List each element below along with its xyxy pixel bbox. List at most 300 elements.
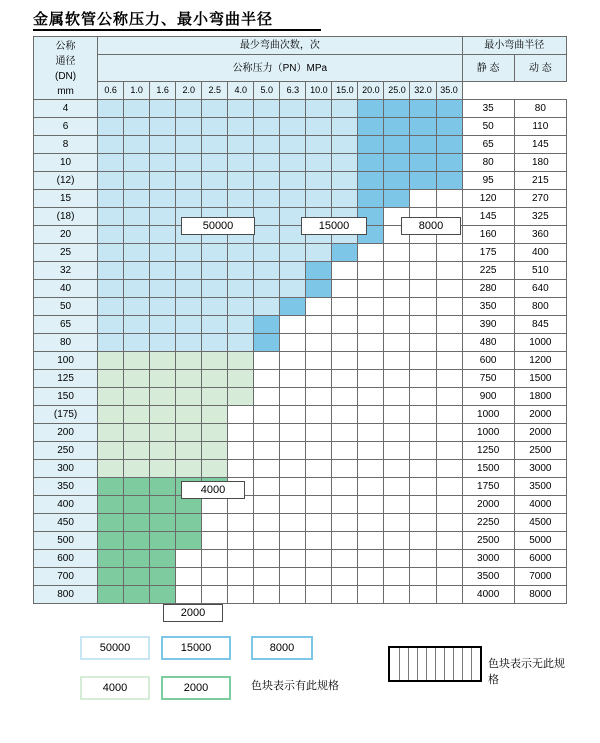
dn-label-line-0: 公称 bbox=[55, 41, 76, 52]
dynamic-radius-cell: 80 bbox=[514, 100, 566, 118]
dynamic-radius-cell: 800 bbox=[514, 298, 566, 316]
cell-r4-c9 bbox=[332, 172, 358, 190]
dynamic-radius-cell: 1500 bbox=[514, 370, 566, 388]
cell-r21-c1 bbox=[124, 478, 150, 496]
cell-r3-c9 bbox=[332, 154, 358, 172]
pn-value-5: 4.0 bbox=[228, 82, 254, 100]
dn-cell: 15 bbox=[34, 190, 98, 208]
cell-r20-c10 bbox=[358, 460, 384, 478]
cell-r21-c10 bbox=[358, 478, 384, 496]
cell-r24-c1 bbox=[124, 532, 150, 550]
cell-r19-c3 bbox=[176, 442, 202, 460]
cell-r11-c2 bbox=[150, 298, 176, 316]
cell-r13-c3 bbox=[176, 334, 202, 352]
cell-r25-c3 bbox=[176, 550, 202, 568]
cell-r27-c2 bbox=[150, 586, 176, 604]
cell-r17-c6 bbox=[254, 406, 280, 424]
bend-times-header: 最少弯曲次数，次 bbox=[98, 37, 463, 55]
cell-r9-c2 bbox=[150, 262, 176, 280]
cell-r14-c11 bbox=[384, 352, 410, 370]
cell-r22-c6 bbox=[254, 496, 280, 514]
cell-r8-c4 bbox=[202, 244, 228, 262]
dynamic-radius-cell: 4500 bbox=[514, 514, 566, 532]
cell-r19-c0 bbox=[98, 442, 124, 460]
cell-r18-c9 bbox=[332, 424, 358, 442]
cell-r25-c12 bbox=[410, 550, 436, 568]
table-row bbox=[34, 586, 567, 604]
cell-r10-c12 bbox=[410, 280, 436, 298]
cell-r22-c13 bbox=[436, 496, 462, 514]
cell-r14-c2 bbox=[150, 352, 176, 370]
table-row bbox=[34, 514, 567, 532]
cell-r17-c2 bbox=[150, 406, 176, 424]
static-radius-cell: 750 bbox=[462, 370, 514, 388]
cell-r14-c9 bbox=[332, 352, 358, 370]
cell-r15-c3 bbox=[176, 370, 202, 388]
cell-r0-c1 bbox=[124, 100, 150, 118]
pn-value-1: 1.0 bbox=[124, 82, 150, 100]
cell-r0-c11 bbox=[384, 100, 410, 118]
cell-r6-c1 bbox=[124, 208, 150, 226]
cell-r2-c5 bbox=[228, 136, 254, 154]
cell-r26-c7 bbox=[280, 568, 306, 586]
pn-header: 公称压力（PN）MPa bbox=[98, 55, 463, 82]
hatch-line bbox=[435, 648, 436, 680]
cell-r16-c4 bbox=[202, 388, 228, 406]
dynamic-radius-cell: 180 bbox=[514, 154, 566, 172]
dn-cell: 500 bbox=[34, 532, 98, 550]
cell-r24-c6 bbox=[254, 532, 280, 550]
pn-value-4: 2.5 bbox=[202, 82, 228, 100]
cell-r1-c10 bbox=[358, 118, 384, 136]
cell-r19-c7 bbox=[280, 442, 306, 460]
dn-cell: 100 bbox=[34, 352, 98, 370]
cell-r16-c8 bbox=[306, 388, 332, 406]
cell-r20-c8 bbox=[306, 460, 332, 478]
dn-cell: 600 bbox=[34, 550, 98, 568]
cell-r20-c6 bbox=[254, 460, 280, 478]
cell-r10-c3 bbox=[176, 280, 202, 298]
cell-r12-c7 bbox=[280, 316, 306, 334]
cell-r18-c5 bbox=[228, 424, 254, 442]
cell-r20-c0 bbox=[98, 460, 124, 478]
cell-r5-c7 bbox=[280, 190, 306, 208]
cell-r26-c10 bbox=[358, 568, 384, 586]
cell-r24-c9 bbox=[332, 532, 358, 550]
cell-r26-c8 bbox=[306, 568, 332, 586]
cell-r15-c11 bbox=[384, 370, 410, 388]
cell-r8-c1 bbox=[124, 244, 150, 262]
cell-r24-c13 bbox=[436, 532, 462, 550]
cell-r10-c10 bbox=[358, 280, 384, 298]
cell-r24-c2 bbox=[150, 532, 176, 550]
cell-r21-c8 bbox=[306, 478, 332, 496]
cell-r14-c7 bbox=[280, 352, 306, 370]
cell-r19-c11 bbox=[384, 442, 410, 460]
cell-r23-c10 bbox=[358, 514, 384, 532]
cell-r24-c11 bbox=[384, 532, 410, 550]
cell-r2-c13 bbox=[436, 136, 462, 154]
cell-r18-c6 bbox=[254, 424, 280, 442]
cell-r5-c12 bbox=[410, 190, 436, 208]
cell-r1-c2 bbox=[150, 118, 176, 136]
static-radius-cell: 95 bbox=[462, 172, 514, 190]
cell-r6-c6 bbox=[254, 208, 280, 226]
cell-r23-c6 bbox=[254, 514, 280, 532]
dynamic-radius-cell: 6000 bbox=[514, 550, 566, 568]
cell-r19-c5 bbox=[228, 442, 254, 460]
cell-r1-c11 bbox=[384, 118, 410, 136]
cell-r25-c5 bbox=[228, 550, 254, 568]
cell-r10-c13 bbox=[436, 280, 462, 298]
cell-r1-c8 bbox=[306, 118, 332, 136]
cell-r10-c8 bbox=[306, 280, 332, 298]
cell-r19-c13 bbox=[436, 442, 462, 460]
cell-r3-c3 bbox=[176, 154, 202, 172]
static-radius-cell: 2500 bbox=[462, 532, 514, 550]
cell-r4-c5 bbox=[228, 172, 254, 190]
dynamic-radius-cell: 110 bbox=[514, 118, 566, 136]
dn-cell: 400 bbox=[34, 496, 98, 514]
cell-r26-c0 bbox=[98, 568, 124, 586]
cell-r9-c5 bbox=[228, 262, 254, 280]
pn-value-0: 0.6 bbox=[98, 82, 124, 100]
static-radius-cell: 3500 bbox=[462, 568, 514, 586]
cell-r13-c13 bbox=[436, 334, 462, 352]
dynamic-radius-cell: 1000 bbox=[514, 334, 566, 352]
table-row bbox=[34, 388, 567, 406]
table-row bbox=[34, 280, 567, 298]
cell-r8-c3 bbox=[176, 244, 202, 262]
overlay-label-0: 50000 bbox=[181, 217, 255, 235]
pn-value-3: 2.0 bbox=[176, 82, 202, 100]
cell-r3-c8 bbox=[306, 154, 332, 172]
cell-r23-c3 bbox=[176, 514, 202, 532]
dynamic-radius-cell: 145 bbox=[514, 136, 566, 154]
table-row bbox=[34, 154, 567, 172]
cell-r16-c0 bbox=[98, 388, 124, 406]
dn-cell: 4 bbox=[34, 100, 98, 118]
cell-r14-c10 bbox=[358, 352, 384, 370]
cell-r6-c2 bbox=[150, 208, 176, 226]
cell-r12-c0 bbox=[98, 316, 124, 334]
cell-r23-c9 bbox=[332, 514, 358, 532]
no-spec-swatch bbox=[388, 646, 482, 682]
cell-r16-c3 bbox=[176, 388, 202, 406]
cell-r20-c13 bbox=[436, 460, 462, 478]
dn-cell: 65 bbox=[34, 316, 98, 334]
cell-r9-c13 bbox=[436, 262, 462, 280]
legend-has-spec-text: 色块表示有此规格 bbox=[251, 680, 339, 692]
cell-r11-c6 bbox=[254, 298, 280, 316]
cell-r8-c10 bbox=[358, 244, 384, 262]
cell-r8-c5 bbox=[228, 244, 254, 262]
table-header bbox=[34, 37, 567, 100]
static-radius-cell: 2250 bbox=[462, 514, 514, 532]
cell-r27-c8 bbox=[306, 586, 332, 604]
cell-r20-c7 bbox=[280, 460, 306, 478]
dynamic-radius-cell: 2000 bbox=[514, 424, 566, 442]
cell-r12-c6 bbox=[254, 316, 280, 334]
cell-r26-c4 bbox=[202, 568, 228, 586]
table-row bbox=[34, 262, 567, 280]
cell-r3-c2 bbox=[150, 154, 176, 172]
cell-r18-c12 bbox=[410, 424, 436, 442]
header-row-2 bbox=[34, 55, 567, 64]
cell-r18-c7 bbox=[280, 424, 306, 442]
cell-r2-c0 bbox=[98, 136, 124, 154]
cell-r13-c7 bbox=[280, 334, 306, 352]
static-radius-cell: 3000 bbox=[462, 550, 514, 568]
cell-r9-c11 bbox=[384, 262, 410, 280]
cell-r5-c5 bbox=[228, 190, 254, 208]
cell-r0-c6 bbox=[254, 100, 280, 118]
dn-cell: 80 bbox=[34, 334, 98, 352]
dynamic-radius-cell: 7000 bbox=[514, 568, 566, 586]
cell-r16-c10 bbox=[358, 388, 384, 406]
cell-r27-c9 bbox=[332, 586, 358, 604]
dn-cell: 20 bbox=[34, 226, 98, 244]
dynamic-radius-cell: 3000 bbox=[514, 460, 566, 478]
table-row bbox=[34, 568, 567, 586]
cell-r10-c5 bbox=[228, 280, 254, 298]
legend-swatch-4: 2000 bbox=[161, 676, 231, 700]
cell-r11-c4 bbox=[202, 298, 228, 316]
dynamic-header: 动 态 bbox=[514, 55, 566, 82]
dn-cell: 800 bbox=[34, 586, 98, 604]
static-radius-cell: 900 bbox=[462, 388, 514, 406]
cell-r23-c7 bbox=[280, 514, 306, 532]
cell-r13-c4 bbox=[202, 334, 228, 352]
dynamic-radius-cell: 8000 bbox=[514, 586, 566, 604]
cell-r25-c6 bbox=[254, 550, 280, 568]
cell-r5-c4 bbox=[202, 190, 228, 208]
cell-r26-c1 bbox=[124, 568, 150, 586]
cell-r1-c13 bbox=[436, 118, 462, 136]
cell-r19-c8 bbox=[306, 442, 332, 460]
dynamic-radius-cell: 2000 bbox=[514, 406, 566, 424]
cell-r9-c10 bbox=[358, 262, 384, 280]
dn-cell: 8 bbox=[34, 136, 98, 154]
cell-r23-c5 bbox=[228, 514, 254, 532]
legend-swatch-3: 4000 bbox=[80, 676, 150, 700]
cell-r0-c12 bbox=[410, 100, 436, 118]
cell-r3-c0 bbox=[98, 154, 124, 172]
static-radius-cell: 1250 bbox=[462, 442, 514, 460]
cell-r12-c13 bbox=[436, 316, 462, 334]
cell-r10-c1 bbox=[124, 280, 150, 298]
cell-r4-c10 bbox=[358, 172, 384, 190]
cell-r10-c2 bbox=[150, 280, 176, 298]
cell-r23-c1 bbox=[124, 514, 150, 532]
cell-r3-c12 bbox=[410, 154, 436, 172]
dn-cell: 50 bbox=[34, 298, 98, 316]
cell-r5-c9 bbox=[332, 190, 358, 208]
pressure-bend-table-wrap bbox=[33, 36, 567, 619]
dynamic-radius-cell: 1200 bbox=[514, 352, 566, 370]
dn-cell: 250 bbox=[34, 442, 98, 460]
cell-r5-c2 bbox=[150, 190, 176, 208]
static-radius-cell: 390 bbox=[462, 316, 514, 334]
cell-r26-c12 bbox=[410, 568, 436, 586]
cell-r9-c7 bbox=[280, 262, 306, 280]
cell-r10-c9 bbox=[332, 280, 358, 298]
dynamic-radius-cell: 215 bbox=[514, 172, 566, 190]
cell-r8-c9 bbox=[332, 244, 358, 262]
cell-r20-c9 bbox=[332, 460, 358, 478]
cell-r18-c11 bbox=[384, 424, 410, 442]
cell-r17-c10 bbox=[358, 406, 384, 424]
cell-r2-c1 bbox=[124, 136, 150, 154]
cell-r21-c13 bbox=[436, 478, 462, 496]
cell-r1-c12 bbox=[410, 118, 436, 136]
table-row bbox=[34, 226, 567, 244]
dynamic-radius-cell: 640 bbox=[514, 280, 566, 298]
cell-r4-c12 bbox=[410, 172, 436, 190]
cell-r2-c3 bbox=[176, 136, 202, 154]
cell-r23-c2 bbox=[150, 514, 176, 532]
cell-r22-c1 bbox=[124, 496, 150, 514]
cell-r11-c1 bbox=[124, 298, 150, 316]
table-row bbox=[34, 406, 567, 424]
dn-header-cell bbox=[34, 37, 98, 100]
table-row bbox=[34, 136, 567, 154]
cell-r20-c3 bbox=[176, 460, 202, 478]
dynamic-radius-cell: 2500 bbox=[514, 442, 566, 460]
cell-r9-c0 bbox=[98, 262, 124, 280]
cell-r24-c5 bbox=[228, 532, 254, 550]
static-radius-cell: 1750 bbox=[462, 478, 514, 496]
cell-r27-c1 bbox=[124, 586, 150, 604]
static-radius-cell: 280 bbox=[462, 280, 514, 298]
cell-r18-c0 bbox=[98, 424, 124, 442]
cell-r26-c2 bbox=[150, 568, 176, 586]
dn-cell: 150 bbox=[34, 388, 98, 406]
hatch-line bbox=[417, 648, 418, 680]
cell-r27-c13 bbox=[436, 586, 462, 604]
cell-r1-c4 bbox=[202, 118, 228, 136]
table-row bbox=[34, 460, 567, 478]
cell-r21-c9 bbox=[332, 478, 358, 496]
cell-r25-c2 bbox=[150, 550, 176, 568]
pn-value-11: 25.0 bbox=[384, 82, 410, 100]
cell-r0-c8 bbox=[306, 100, 332, 118]
cell-r20-c1 bbox=[124, 460, 150, 478]
cell-r0-c4 bbox=[202, 100, 228, 118]
cell-r16-c2 bbox=[150, 388, 176, 406]
cell-r16-c7 bbox=[280, 388, 306, 406]
hatch-line bbox=[426, 648, 427, 680]
cell-r26-c5 bbox=[228, 568, 254, 586]
cell-r7-c0 bbox=[98, 226, 124, 244]
cell-r4-c4 bbox=[202, 172, 228, 190]
cell-r11-c8 bbox=[306, 298, 332, 316]
cell-r11-c12 bbox=[410, 298, 436, 316]
page-title: 金属软管公称压力、最小弯曲半径 bbox=[33, 10, 274, 28]
cell-r24-c0 bbox=[98, 532, 124, 550]
cell-r5-c8 bbox=[306, 190, 332, 208]
cell-r25-c13 bbox=[436, 550, 462, 568]
cell-r10-c6 bbox=[254, 280, 280, 298]
hatch-line bbox=[444, 648, 445, 680]
cell-r17-c1 bbox=[124, 406, 150, 424]
static-radius-cell: 4000 bbox=[462, 586, 514, 604]
cell-r18-c2 bbox=[150, 424, 176, 442]
static-radius-cell: 1500 bbox=[462, 460, 514, 478]
cell-r15-c9 bbox=[332, 370, 358, 388]
cell-r11-c9 bbox=[332, 298, 358, 316]
static-radius-cell: 350 bbox=[462, 298, 514, 316]
cell-r21-c7 bbox=[280, 478, 306, 496]
header-row-1 bbox=[34, 37, 567, 55]
cell-r17-c0 bbox=[98, 406, 124, 424]
cell-r22-c11 bbox=[384, 496, 410, 514]
overlay-label-2: 8000 bbox=[401, 217, 461, 235]
cell-r14-c12 bbox=[410, 352, 436, 370]
cell-r24-c7 bbox=[280, 532, 306, 550]
dynamic-radius-cell: 1800 bbox=[514, 388, 566, 406]
dn-cell: 125 bbox=[34, 370, 98, 388]
cell-r22-c9 bbox=[332, 496, 358, 514]
dynamic-radius-cell: 400 bbox=[514, 244, 566, 262]
cell-r15-c4 bbox=[202, 370, 228, 388]
cell-r24-c3 bbox=[176, 532, 202, 550]
cell-r21-c12 bbox=[410, 478, 436, 496]
cell-r2-c8 bbox=[306, 136, 332, 154]
pn-values-row bbox=[34, 82, 567, 100]
cell-r25-c11 bbox=[384, 550, 410, 568]
cell-r5-c6 bbox=[254, 190, 280, 208]
cell-r0-c0 bbox=[98, 100, 124, 118]
legend-no-spec-text: 色块表示无此规格 bbox=[488, 658, 565, 686]
cell-r17-c12 bbox=[410, 406, 436, 424]
table-row bbox=[34, 478, 567, 496]
cell-r11-c7 bbox=[280, 298, 306, 316]
cell-r27-c7 bbox=[280, 586, 306, 604]
cell-r16-c5 bbox=[228, 388, 254, 406]
cell-r19-c12 bbox=[410, 442, 436, 460]
cell-r15-c13 bbox=[436, 370, 462, 388]
table-row bbox=[34, 550, 567, 568]
cell-r14-c8 bbox=[306, 352, 332, 370]
cell-r7-c1 bbox=[124, 226, 150, 244]
cell-r0-c3 bbox=[176, 100, 202, 118]
cell-r25-c1 bbox=[124, 550, 150, 568]
cell-r2-c4 bbox=[202, 136, 228, 154]
cell-r13-c11 bbox=[384, 334, 410, 352]
cell-r12-c2 bbox=[150, 316, 176, 334]
cell-r26-c13 bbox=[436, 568, 462, 586]
cell-r0-c5 bbox=[228, 100, 254, 118]
cell-r3-c10 bbox=[358, 154, 384, 172]
cell-r3-c6 bbox=[254, 154, 280, 172]
overlay-label-3: 4000 bbox=[181, 481, 245, 499]
cell-r10-c0 bbox=[98, 280, 124, 298]
cell-r14-c3 bbox=[176, 352, 202, 370]
cell-r4-c7 bbox=[280, 172, 306, 190]
dn-cell: 200 bbox=[34, 424, 98, 442]
static-radius-cell: 160 bbox=[462, 226, 514, 244]
static-radius-cell: 175 bbox=[462, 244, 514, 262]
cell-r11-c5 bbox=[228, 298, 254, 316]
cell-r4-c13 bbox=[436, 172, 462, 190]
cell-r12-c4 bbox=[202, 316, 228, 334]
static-header: 静 态 bbox=[462, 55, 514, 82]
cell-r11-c10 bbox=[358, 298, 384, 316]
dn-label-line-1: 通径 bbox=[55, 56, 76, 67]
cell-r12-c11 bbox=[384, 316, 410, 334]
cell-r2-c10 bbox=[358, 136, 384, 154]
